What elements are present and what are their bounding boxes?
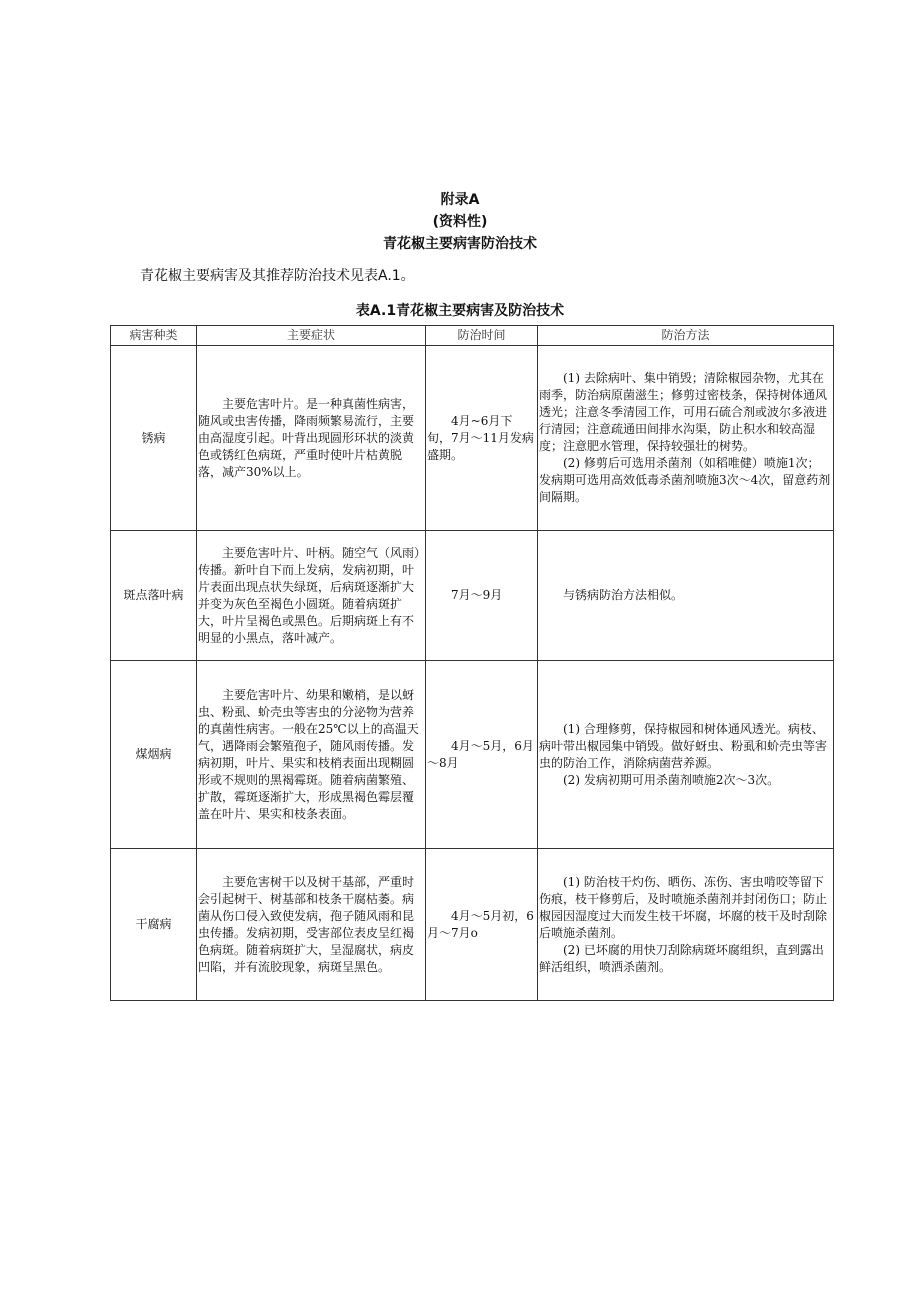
disease-table bbox=[110, 325, 834, 1001]
table-row bbox=[111, 346, 834, 531]
control-time: 7月～9月 bbox=[451, 588, 503, 602]
intro-paragraph: 青花椒主要病害及其推荐防治技术见表A.1。 bbox=[140, 268, 415, 284]
disease-name: 煤烟病 bbox=[111, 661, 197, 849]
symptoms-text: 主要危害叶片、幼果和嫩梢，是以蚜虫、粉虱、蚧壳虫等害虫的分泌物为营养的真菌性病害。一般在25℃以上的高温天气，遇降雨会繁殖孢子，随风雨传播。发病初期，叶片、果实和枝梢表面出现糊圆形或不规则的黑褐霉斑。随着病菌繁殖、扩散，霉斑逐渐扩大，形成黑褐色霉层覆盖在叶片、果实和枝条表面。 bbox=[198, 687, 419, 821]
disease-name: 斑点落叶病 bbox=[111, 531, 197, 661]
table-row bbox=[111, 531, 834, 661]
disease-name: 干腐病 bbox=[111, 849, 197, 1001]
table-header-row bbox=[111, 326, 834, 346]
control-time: 4月～5月，6月～8月 bbox=[427, 738, 534, 770]
table-caption: 表A.1青花椒主要病害及防治技术 bbox=[355, 303, 565, 319]
method-item: (1) 合理修剪，保持椒园和树体通风透光。病枝、病叶带出椒园集中销毁。做好蚜虫、粉虱和蚧壳虫等害虫的防治工作，消除病菌营养源。 bbox=[539, 721, 828, 770]
appendix-note: (资料性) bbox=[432, 214, 488, 230]
method-item: (2) 修剪后可选用杀菌剂（如稻唯健）喷施1次；发病期可选用高效低毒杀菌剂喷施3次～4次，留意药剂间隔期。 bbox=[539, 456, 831, 504]
method-item: (1) 防治枝干灼伤、晒伤、冻伤、害虫啃咬等留下伤痕，枝干修剪后，及时喷施杀菌剂并封闭伤口；防止椒园因湿度过大而发生枝干坏腐，坏腐的枝干及时刮除后喷施杀菌剂。 bbox=[539, 874, 828, 940]
method-item: (2) 发病初期可用杀菌剂喷施2次～3次。 bbox=[563, 772, 780, 787]
header-control-method: 防治方法 bbox=[538, 326, 834, 346]
header-symptoms: 主要症状 bbox=[197, 326, 426, 346]
symptoms-text: 主要危害叶片、叶柄。随空气（风雨）传播。新叶自下而上发病，发病初期，叶片表面出现点状失绿斑，后病斑逐渐扩大并变为灰色至褐色小圆斑。随着病斑扩大，叶片呈褐色或黑色。后期病斑上有不明显的小黑点，落叶减产。 bbox=[198, 545, 421, 645]
table-row bbox=[111, 661, 834, 849]
disease-name: 锈病 bbox=[111, 346, 197, 531]
method-item: 与锈病防治方法相似。 bbox=[563, 588, 684, 602]
appendix-title: 附录A bbox=[440, 192, 480, 208]
control-time: 4月～5月初，6月～7月o bbox=[427, 908, 534, 940]
appendix-subtitle: 青花椒主要病害防治技术 bbox=[383, 236, 537, 252]
table-row bbox=[111, 849, 834, 1001]
control-time: 4月~6月下旬，7月～11月发病盛期。 bbox=[427, 413, 534, 462]
header-control-time: 防治时间 bbox=[426, 326, 538, 346]
header-disease-type: 病害种类 bbox=[111, 326, 197, 346]
symptoms-text: 主要危害叶片。是一种真菌性病害，随风或虫害传播，降雨频繁易流行，主要由高湿度引起。叶背出现圆形环状的淡黄色或锈红色病斑，严重时使叶片枯黄脱落，减产30%以上。 bbox=[198, 396, 415, 479]
method-item: (2) 已坏腐的用快刀刮除病斑坏腐组织，直到露出鲜活组织，喷洒杀菌剂。 bbox=[539, 942, 824, 974]
symptoms-text: 主要危害树干以及树干基部，严重时会引起树干、树基部和枝条干腐枯萎。病菌从伤口侵入致使发病，孢子随风雨和昆虫传播。发病初期，受害部位表皮呈红褐色病斑。随着病斑扩大，呈湿腐状，病皮凹陷，并有流胶现象，病斑呈黑色。 bbox=[198, 874, 415, 974]
method-item: (1) 去除病叶、集中销毁；清除椒园杂物，尤其在雨季，防治病原菌滋生；修剪过密枝条，保持树体通风透光；注意冬季清园工作，可用石硫合剂或波尔多液进行清园；注意疏通田间排水沟渠，防止积水和较高湿度；注意肥水管理，保持较强壮的树势。 bbox=[539, 371, 828, 453]
